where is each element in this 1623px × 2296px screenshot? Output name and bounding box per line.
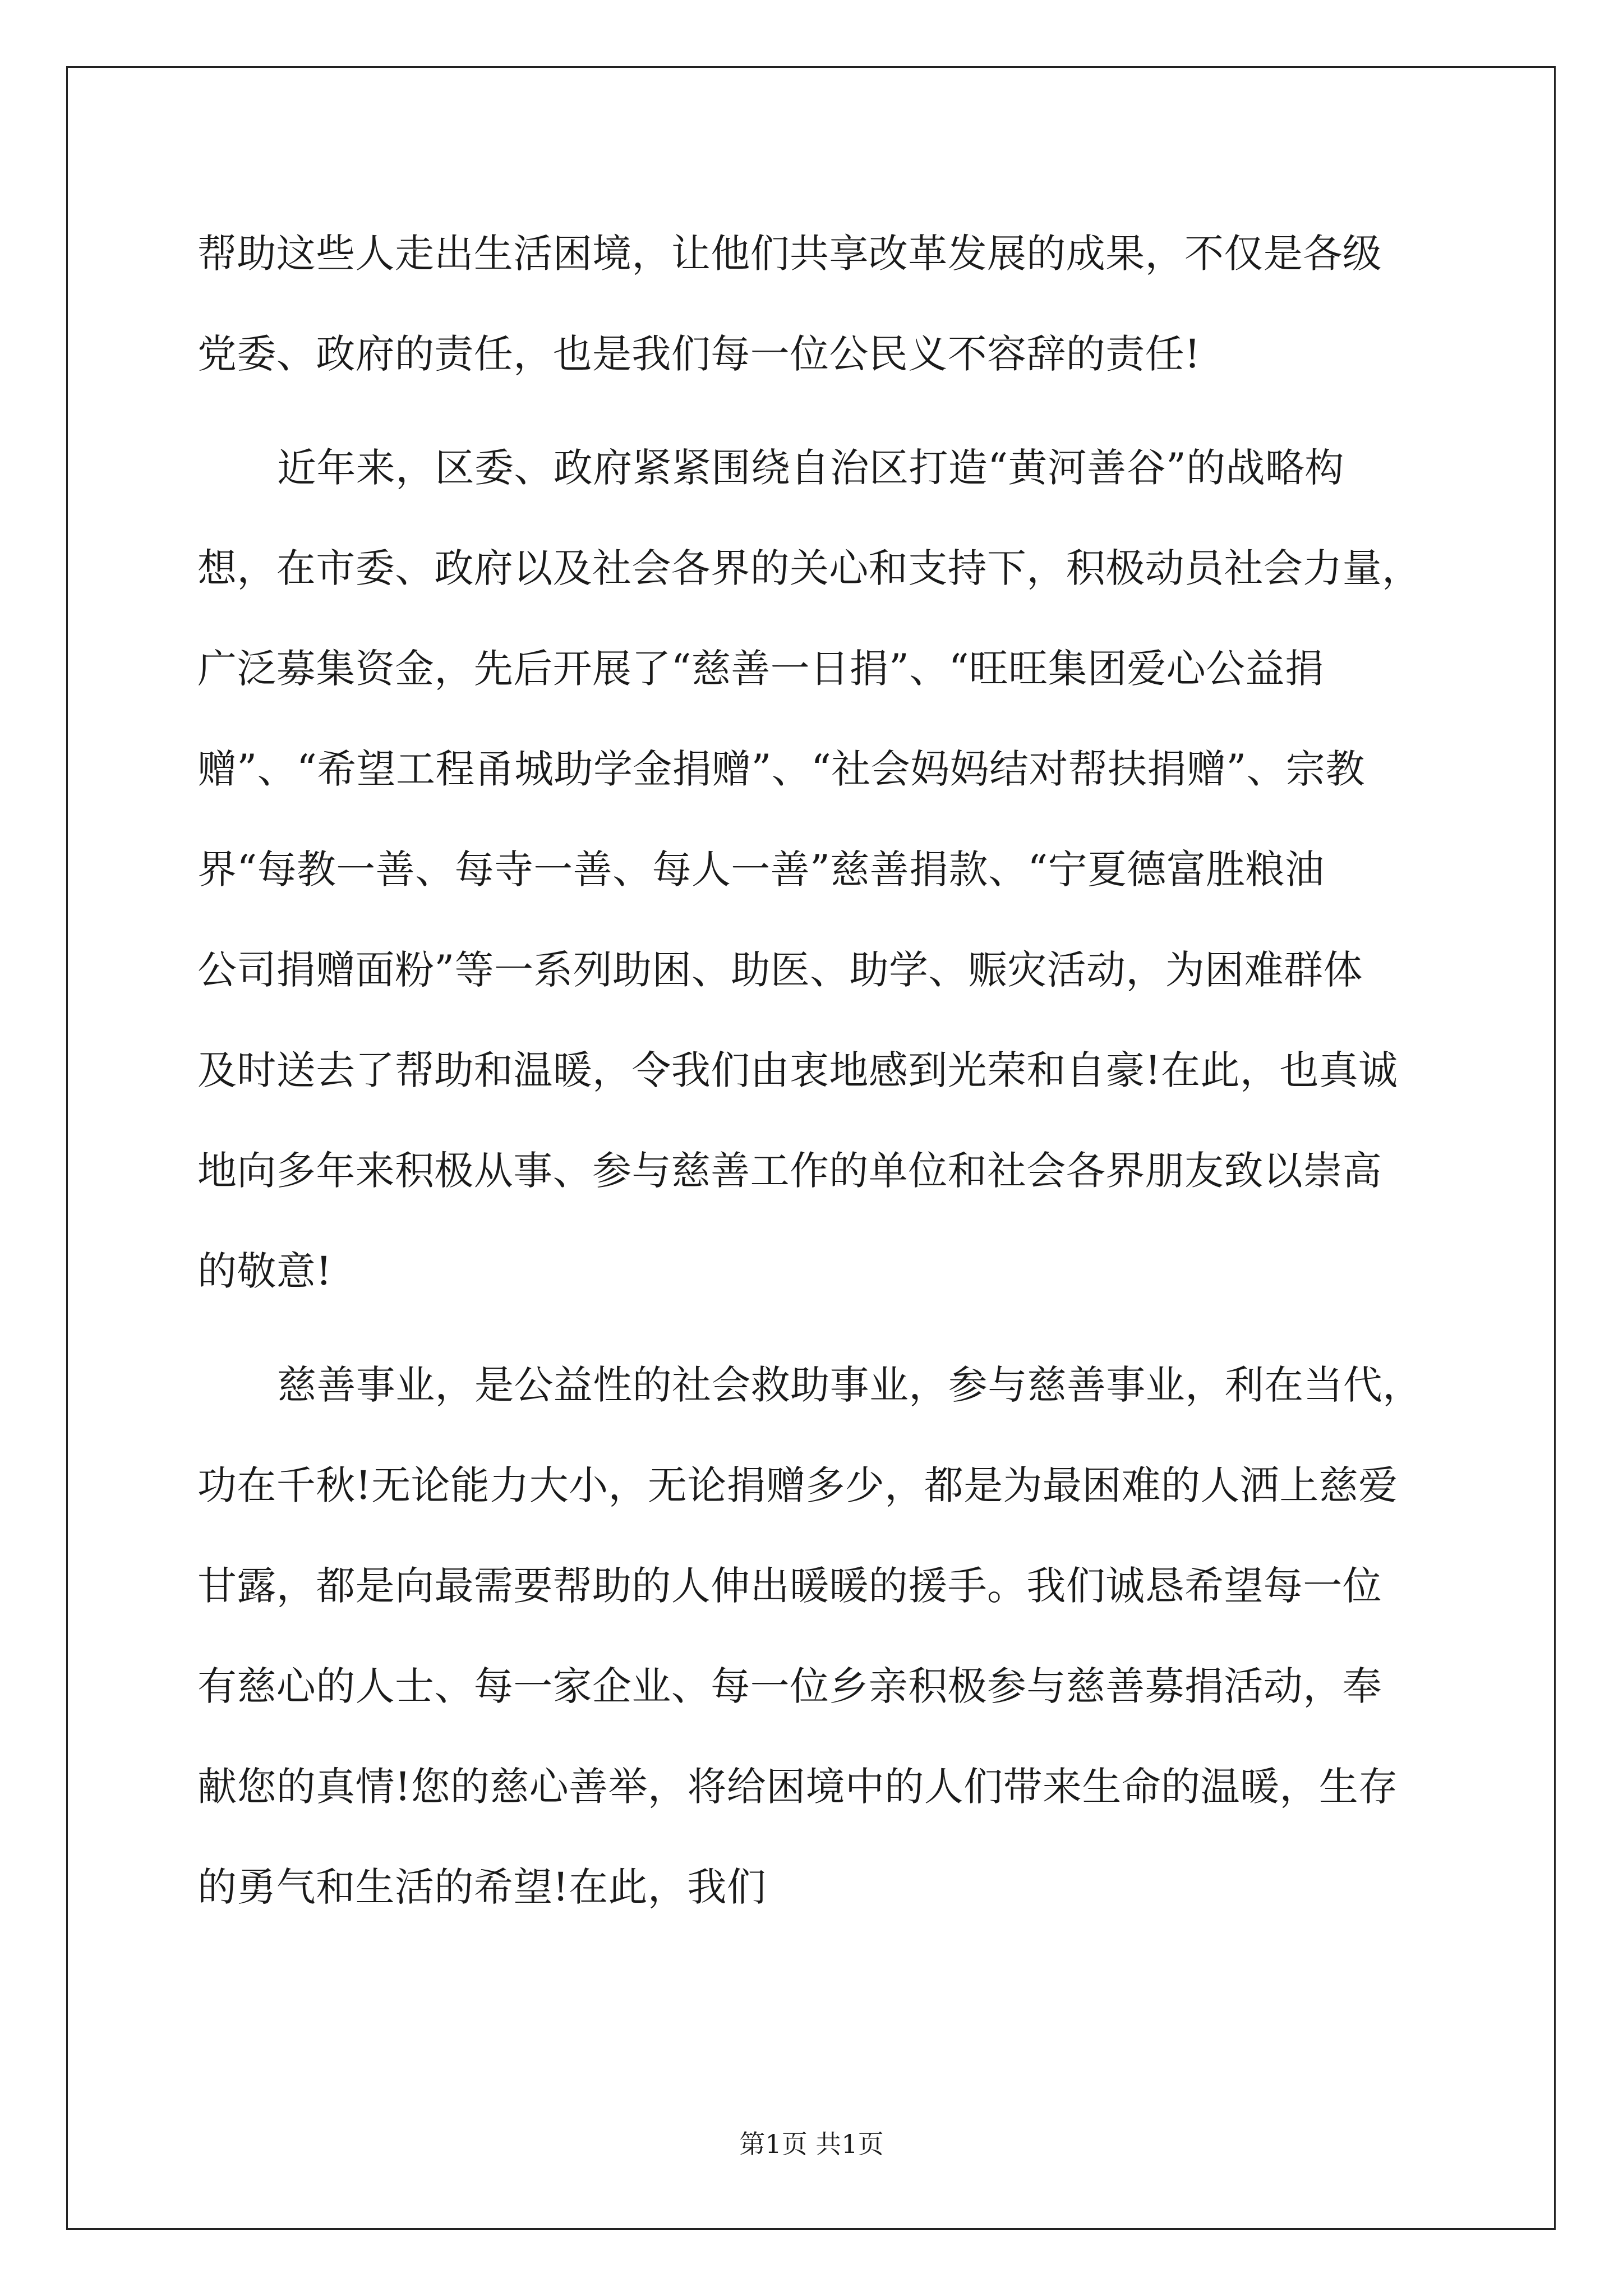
text-line: 广泛募集资金，先后开展了“慈善一日捐”、“旺旺集团爱心公益捐 — [197, 646, 1325, 692]
text-line: 献您的真情!您的慈心善举，将给困境中的人们带来生命的温暖，生存 — [197, 1764, 1398, 1810]
text-line: 赠”、“希望工程甬城助学金捐赠”、“社会妈妈结对帮扶捐赠”、宗教 — [197, 746, 1365, 792]
page-number-footer: 第1页 共1页 — [739, 2129, 884, 2159]
text-line: 的敬意! — [197, 1248, 332, 1294]
text-line: 帮助这些人走出生活困境，让他们共享改革发展的成果，不仅是各级 — [197, 231, 1382, 277]
text-line: 慈善事业，是公益性的社会救助事业，参与慈善事业，利在当代， — [277, 1362, 1422, 1408]
text-line: 功在千秋!无论能力大小，无论捐赠多少，都是为最困难的人洒上慈爱 — [197, 1462, 1398, 1508]
text-line: 近年来，区委、政府紧紧围绕自治区打造“黄河善谷”的战略构 — [277, 445, 1344, 491]
text-line: 地向多年来积极从事、参与慈善工作的单位和社会各界朋友致以崇高 — [197, 1148, 1382, 1194]
text-line: 界“每教一善、每寺一善、每人一善”慈善捐款、“宁夏德富胜粮油 — [197, 846, 1325, 892]
document-body — [197, 214, 1442, 1948]
text-line: 想，在市委、政府以及社会各界的关心和支持下，积极动员社会力量， — [197, 545, 1422, 591]
text-line: 公司捐赠面粉”等一系列助困、助医、助学、赈灾活动，为困难群体 — [197, 947, 1363, 993]
text-line: 党委、政府的责任，也是我们每一位公民义不容辞的责任! — [197, 331, 1201, 377]
text-line: 有慈心的人士、每一家企业、每一位乡亲积极参与慈善募捐活动，奉 — [197, 1663, 1382, 1709]
text-line: 甘露，都是向最需要帮助的人伸出暖暖的援手。我们诚恳希望每一位 — [197, 1563, 1382, 1609]
text-line: 的勇气和生活的希望!在此，我们 — [197, 1864, 767, 1910]
text-line: 及时送去了帮助和温暖，令我们由衷地感到光荣和自豪!在此，也真诚 — [197, 1047, 1398, 1093]
